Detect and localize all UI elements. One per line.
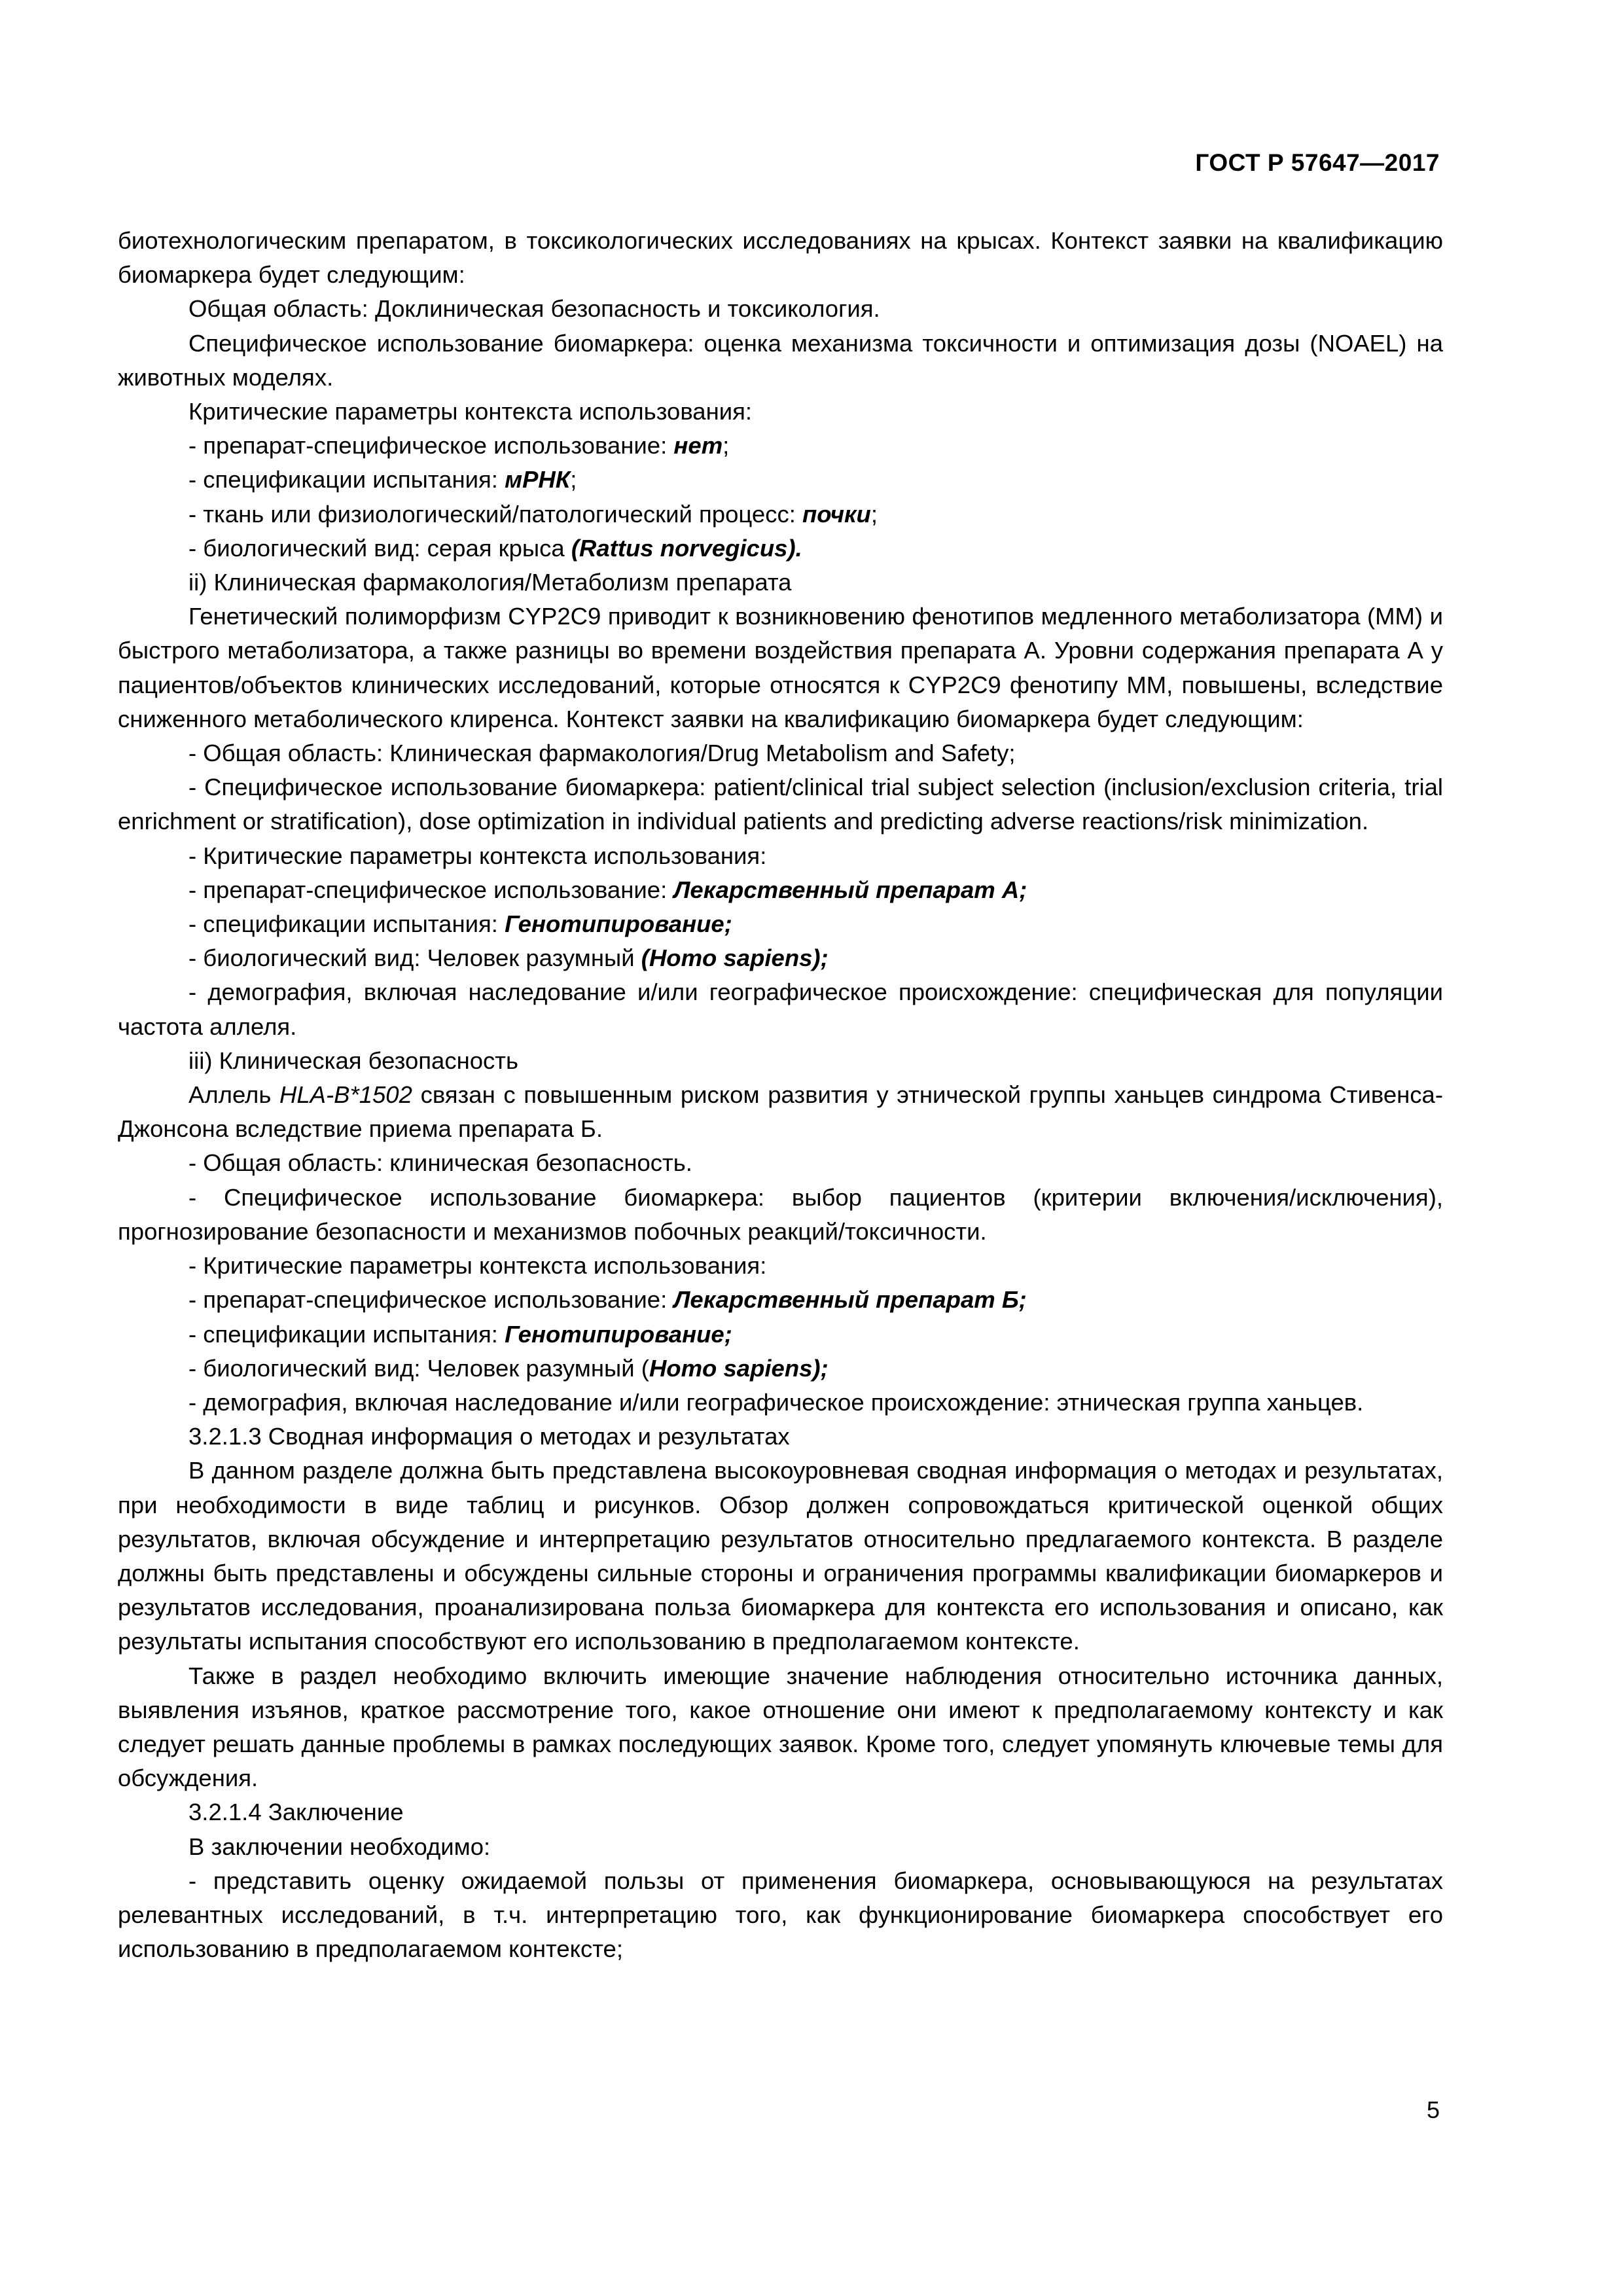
- list-item: - препарат-специфическое использование: Лекарственный препарат Б;: [188, 1286, 1027, 1314]
- emphasis: Лекарственный препарат А;: [673, 876, 1027, 903]
- emphasis: Homo sapiens);: [649, 1354, 829, 1382]
- paragraph: Специфическое использование биомаркера: оценка механизма токсичности и оптимизация дозы (NOAEL) на животных моделях.: [118, 329, 1443, 391]
- section-heading: 3.2.1.3 Сводная информация о методах и результатах: [188, 1423, 790, 1450]
- list-item: - демография, включая наследование и/или географическое происхождение: специфическая для популяции частота аллеля.: [118, 978, 1443, 1040]
- emphasis: почки: [802, 500, 871, 528]
- page-number: 5: [1426, 2096, 1440, 2123]
- paragraph: Также в раздел необходимо включить имеющие значение наблюдения относительно источника данных, выявления изъянов, краткое рассмотрение того, какое отношение они имеют к предполагаемому контексту и как следует решать данные проблемы в рамках последующих заявок. Кроме того, следует упомянуть ключевые темы для обсуждения.: [118, 1662, 1443, 1792]
- emphasis: Генотипирование;: [505, 910, 732, 938]
- subsection-heading: iii) Клиническая безопасность: [188, 1047, 519, 1074]
- list-item: - ткань или физиологический/патологический процесс: почки;: [188, 500, 878, 528]
- document-header: ГОСТ Р 57647—2017: [1195, 149, 1440, 176]
- paragraph: биотехнологическим препаратом, в токсикологических исследованиях на крысах. Контекст заявки на квалификацию биомаркера будет следующим:: [118, 227, 1443, 289]
- list-item: - препарат-специфическое использование: нет;: [188, 432, 730, 459]
- allele-name: HLA-B*1502: [279, 1081, 412, 1109]
- paragraph: Критические параметры контекста использования:: [188, 398, 753, 425]
- list-item: - биологический вид: серая крыса (Rattus norvegicus).: [188, 534, 802, 562]
- list-item: - спецификации испытания: Генотипирование;: [188, 1320, 732, 1348]
- emphasis: Генотипирование;: [505, 1320, 732, 1348]
- list-item: - Специфическое использование биомаркера: выбор пациентов (критерии включения/исключения), прогнозирование безопасности и механизмов побочных реакций/токсичности.: [118, 1183, 1443, 1245]
- emphasis: (Homo sapiens);: [641, 944, 829, 972]
- paragraph: Генетический полиморфизм CYP2C9 приводит к возникновению фенотипов медленного метаболизатора (ММ) и быстрого метаболизатора, а также разницы во времени воздействия препарата А. Уровни содержания препарата А у пациентов/объектов клинических исследований, которые относятся к CYP2C9 фенотипу ММ, повышены, вследствие сниженного метаболического клиренса. Контекст заявки на квалификацию биомаркера будет следующим:: [118, 603, 1443, 732]
- list-item: - Специфическое использование биомаркера: patient/clinical trial subject selection (inclusion/exclusion criteria, trial enrichment or stratification), dose optimization in individual patients and predicting adverse reactions/risk minimization.: [118, 774, 1443, 835]
- paragraph: В данном разделе должна быть представлена высокоуровневая сводная информация о методах и результатах, при необходимости в виде таблиц и рисунков. Обзор должен сопровождаться критической оценкой общих результатов, включая обсуждение и интерпретацию результатов относительно предлагаемого контекста. В разделе должны быть представлены и обсуждены сильные стороны и ограничения программы квалификации биомаркеров и результатов исследования, проанализирована польза биомаркера для контекста его использования и описано, как результаты испытания способствуют его использованию в предполагаемом контексте.: [118, 1457, 1443, 1655]
- list-item: - спецификации испытания: Генотипирование;: [188, 910, 732, 938]
- list-item: - демография, включая наследование и/или географическое происхождение: этническая группа ханьцев.: [188, 1388, 1364, 1416]
- list-item: - Общая область: Клиническая фармакология/Drug Metabolism and Safety;: [188, 740, 1016, 767]
- list-item: - Общая область: клиническая безопасность.: [188, 1149, 692, 1177]
- emphasis: Лекарственный препарат Б;: [673, 1286, 1027, 1314]
- paragraph: Общая область: Доклиническая безопасность и токсикология.: [188, 295, 880, 323]
- list-item: - представить оценку ожидаемой пользы от применения биомаркера, основывающуюся на результатах релевантных исследований, в т.ч. интерпретацию того, как функционирование биомаркера способствует его использованию в предполагаемом контексте;: [118, 1867, 1443, 1963]
- list-item: - биологический вид: Человек разумный (Homo sapiens);: [188, 1354, 829, 1382]
- paragraph: Аллель HLA-B*1502 связан с повышенным риском развития у этнической группы ханьцев синдрома Стивенса-Джонсона вследствие приема препарата Б.: [118, 1081, 1444, 1143]
- emphasis: мРНК: [505, 466, 571, 493]
- document-body: [118, 224, 1443, 1966]
- paragraph: В заключении необходимо:: [188, 1833, 491, 1860]
- subsection-heading: ii) Клиническая фармакология/Метаболизм препарата: [188, 569, 792, 596]
- emphasis: нет: [673, 432, 723, 459]
- list-item: - препарат-специфическое использование: Лекарственный препарат А;: [188, 876, 1027, 903]
- section-heading: 3.2.1.4 Заключение: [188, 1799, 404, 1826]
- list-item: - Критические параметры контекста использования:: [188, 842, 767, 869]
- emphasis: (Rattus norvegicus).: [571, 534, 802, 562]
- list-item: - Критические параметры контекста использования:: [188, 1252, 767, 1280]
- list-item: - биологический вид: Человек разумный (Homo sapiens);: [188, 944, 829, 972]
- list-item: - спецификации испытания: мРНК;: [188, 466, 577, 493]
